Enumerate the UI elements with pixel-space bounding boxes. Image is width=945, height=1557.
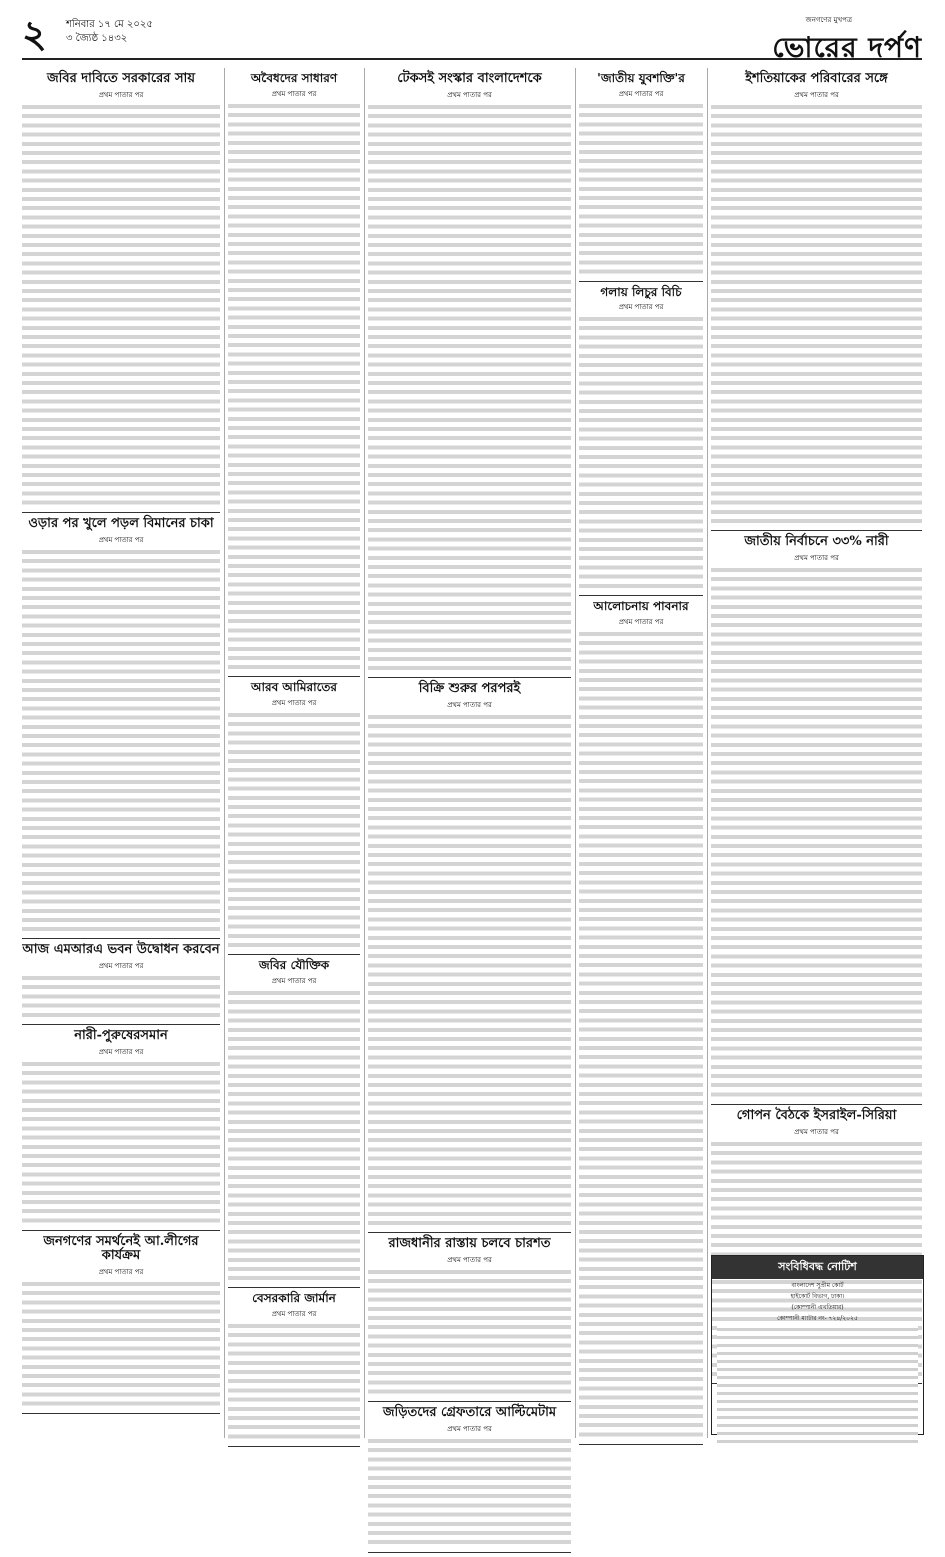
article-divider [579, 595, 703, 596]
column-divider [364, 68, 365, 1438]
notice-jurisdiction: (কোম্পানী এখতিয়ার) [791, 1304, 844, 1311]
article-headline: নারী-পুরুষেরসমান [74, 1028, 168, 1043]
column-4 [579, 68, 703, 1449]
date-gregorian: শনিবার ১৭ মে ২০২৫ [66, 19, 153, 30]
article-divider [22, 512, 220, 513]
article-continuation: প্রথম পাতার পর [271, 1310, 317, 1319]
date-bengali: ৩ জ্যৈষ্ঠ ১৪৩২ [66, 33, 128, 44]
column-1 [22, 68, 220, 1418]
column-3 [368, 68, 571, 1557]
article [711, 72, 922, 531]
article-body [368, 103, 571, 673]
article-divider [228, 1287, 360, 1288]
article-body [22, 103, 220, 508]
article-divider [228, 1446, 360, 1447]
masthead [22, 11, 922, 64]
article [228, 681, 360, 955]
article-body [228, 989, 360, 1283]
article-headline: বেসরকারি জার্মান [252, 1291, 336, 1306]
article-body [368, 1268, 571, 1397]
article-body [579, 630, 703, 1440]
article-body [22, 1060, 220, 1226]
article-divider [368, 677, 571, 678]
notice-case: কোম্পানী ম্যাটার নং- ৭২৪/২০২৫ [777, 1315, 858, 1322]
article-headline: অবৈধদের সাধারণ [250, 71, 338, 85]
article-headline: জনগণের সমর্থনেই আ.লীগের কার্যক্রম [43, 1233, 199, 1264]
article-divider [22, 1230, 220, 1231]
article [368, 1237, 571, 1402]
article-continuation: প্রথম পাতার পর [98, 535, 144, 544]
article [22, 1235, 220, 1415]
article-body [368, 1437, 571, 1547]
article [22, 943, 220, 1025]
article-continuation: প্রথম পাতার পর [794, 90, 839, 99]
article-continuation: প্রথম পাতার পর [447, 701, 492, 710]
paper-tagline: জনগণের মুখপত্র [805, 16, 852, 24]
article-continuation: প্রথম পাতার পর [618, 618, 664, 627]
article [579, 286, 703, 597]
article-body [711, 103, 922, 526]
article-headline: আলোচনায় পাবনার [593, 599, 689, 614]
article-body [228, 102, 360, 672]
notice-body [717, 1326, 918, 1446]
column-2 [228, 68, 360, 1451]
article-continuation: প্রথম পাতার পর [271, 89, 317, 98]
article [228, 959, 360, 1288]
column-divider [707, 68, 708, 1438]
article-body [711, 566, 922, 1100]
article-continuation: প্রথম পাতার পর [98, 90, 144, 99]
article-headline: ইশতিয়াকের পরিবারের সঙ্গে [745, 71, 888, 86]
article-headline: আজ এমআরএ ভবন উদ্বোধন করবেন [22, 942, 220, 958]
article-body [228, 1322, 360, 1442]
column-5 [711, 68, 922, 1388]
article-body [579, 102, 703, 277]
article-body [228, 711, 360, 950]
article-headline: জাতীয় নির্বাচনে ৩৩% নারী [744, 534, 889, 550]
article-divider [22, 938, 220, 939]
notice-org: বাংলাদেশ সুপ্রীম কোর্ট [791, 1282, 844, 1289]
article-continuation: প্রথম পাতার পর [98, 1047, 144, 1056]
article-divider [228, 676, 360, 677]
article-divider [711, 1104, 922, 1105]
article [711, 535, 922, 1105]
article-continuation: প্রথম পাতার পর [98, 962, 144, 970]
article-divider [579, 281, 703, 282]
article-divider [368, 1552, 571, 1553]
article-divider [228, 954, 360, 955]
article-body [579, 315, 703, 591]
article [22, 72, 220, 513]
article-headline: রাজধানীর রাস্তায় চলবে চারশত [388, 1236, 551, 1252]
article-headline: গোপন বৈঠকে ইসরাইল-সিরিয়া [736, 1107, 897, 1123]
article [228, 72, 360, 677]
article-continuation: প্রথম পাতার পর [271, 976, 317, 985]
article [22, 1029, 220, 1231]
column-divider [575, 68, 576, 1438]
article [228, 1292, 360, 1446]
notice-division: হাইকোর্ট বিভাগ, ঢাকা। [790, 1293, 845, 1300]
article [368, 1406, 571, 1552]
article-continuation: প্রথম পাতার পর [447, 1256, 492, 1265]
article-divider [368, 1401, 571, 1402]
article-headline: 'জাতীয় যুবশক্তি'র [597, 71, 685, 85]
statutory-notice [711, 1255, 924, 1435]
date-block [66, 18, 153, 46]
paper-name: ভোরের দর্পণ [772, 31, 922, 64]
article-continuation: প্রথম পাতার পর [618, 89, 664, 98]
article-headline: জড়িতদের গ্রেফতারে আল্টিমেটাম [382, 1405, 557, 1421]
article-divider [368, 1232, 571, 1233]
article-continuation: প্রথম পাতার পর [447, 1425, 492, 1434]
article-headline: আরব আমিরাতের [250, 680, 338, 695]
page-number: ২ [22, 11, 47, 56]
column-divider [224, 68, 225, 1438]
article [368, 72, 571, 678]
article [22, 517, 220, 939]
article [579, 72, 703, 282]
article-continuation: প্রথম পাতার পর [794, 1127, 839, 1136]
article-continuation: প্রথম পাতার পর [271, 698, 317, 707]
article-continuation: প্রথম পাতার পর [618, 303, 664, 312]
article-headline: জবির দাবিতে সরকারের সায় [47, 71, 195, 86]
article [579, 600, 703, 1444]
article-headline: টেকসই সংস্কার বাংলাদেশকে [397, 71, 542, 86]
paper-logo [772, 14, 922, 73]
article-divider [22, 1413, 220, 1414]
article-continuation: প্রথম পাতার পর [98, 1268, 144, 1277]
article-body [22, 548, 220, 934]
article-headline: গলায় লিচুর বিচি [600, 284, 682, 299]
article-headline: বিক্রি শুরুর পরপরই [418, 681, 521, 697]
article-body [368, 713, 571, 1228]
article-body [22, 1280, 220, 1409]
notice-title: সংবিধিবদ্ধ নোটিশ [712, 1256, 923, 1279]
article-divider [579, 1444, 703, 1445]
article-headline: ওড়ার পর খুলে পড়ল বিমানের চাকা [28, 515, 214, 531]
article-body [22, 974, 220, 1020]
article-divider [711, 530, 922, 531]
article [368, 682, 571, 1233]
article-continuation: প্রথম পাতার পর [794, 554, 839, 563]
article-divider [22, 1024, 220, 1025]
article-continuation: প্রথম পাতার পর [447, 90, 492, 99]
article-headline: জবির যৌক্তিক [258, 958, 330, 973]
